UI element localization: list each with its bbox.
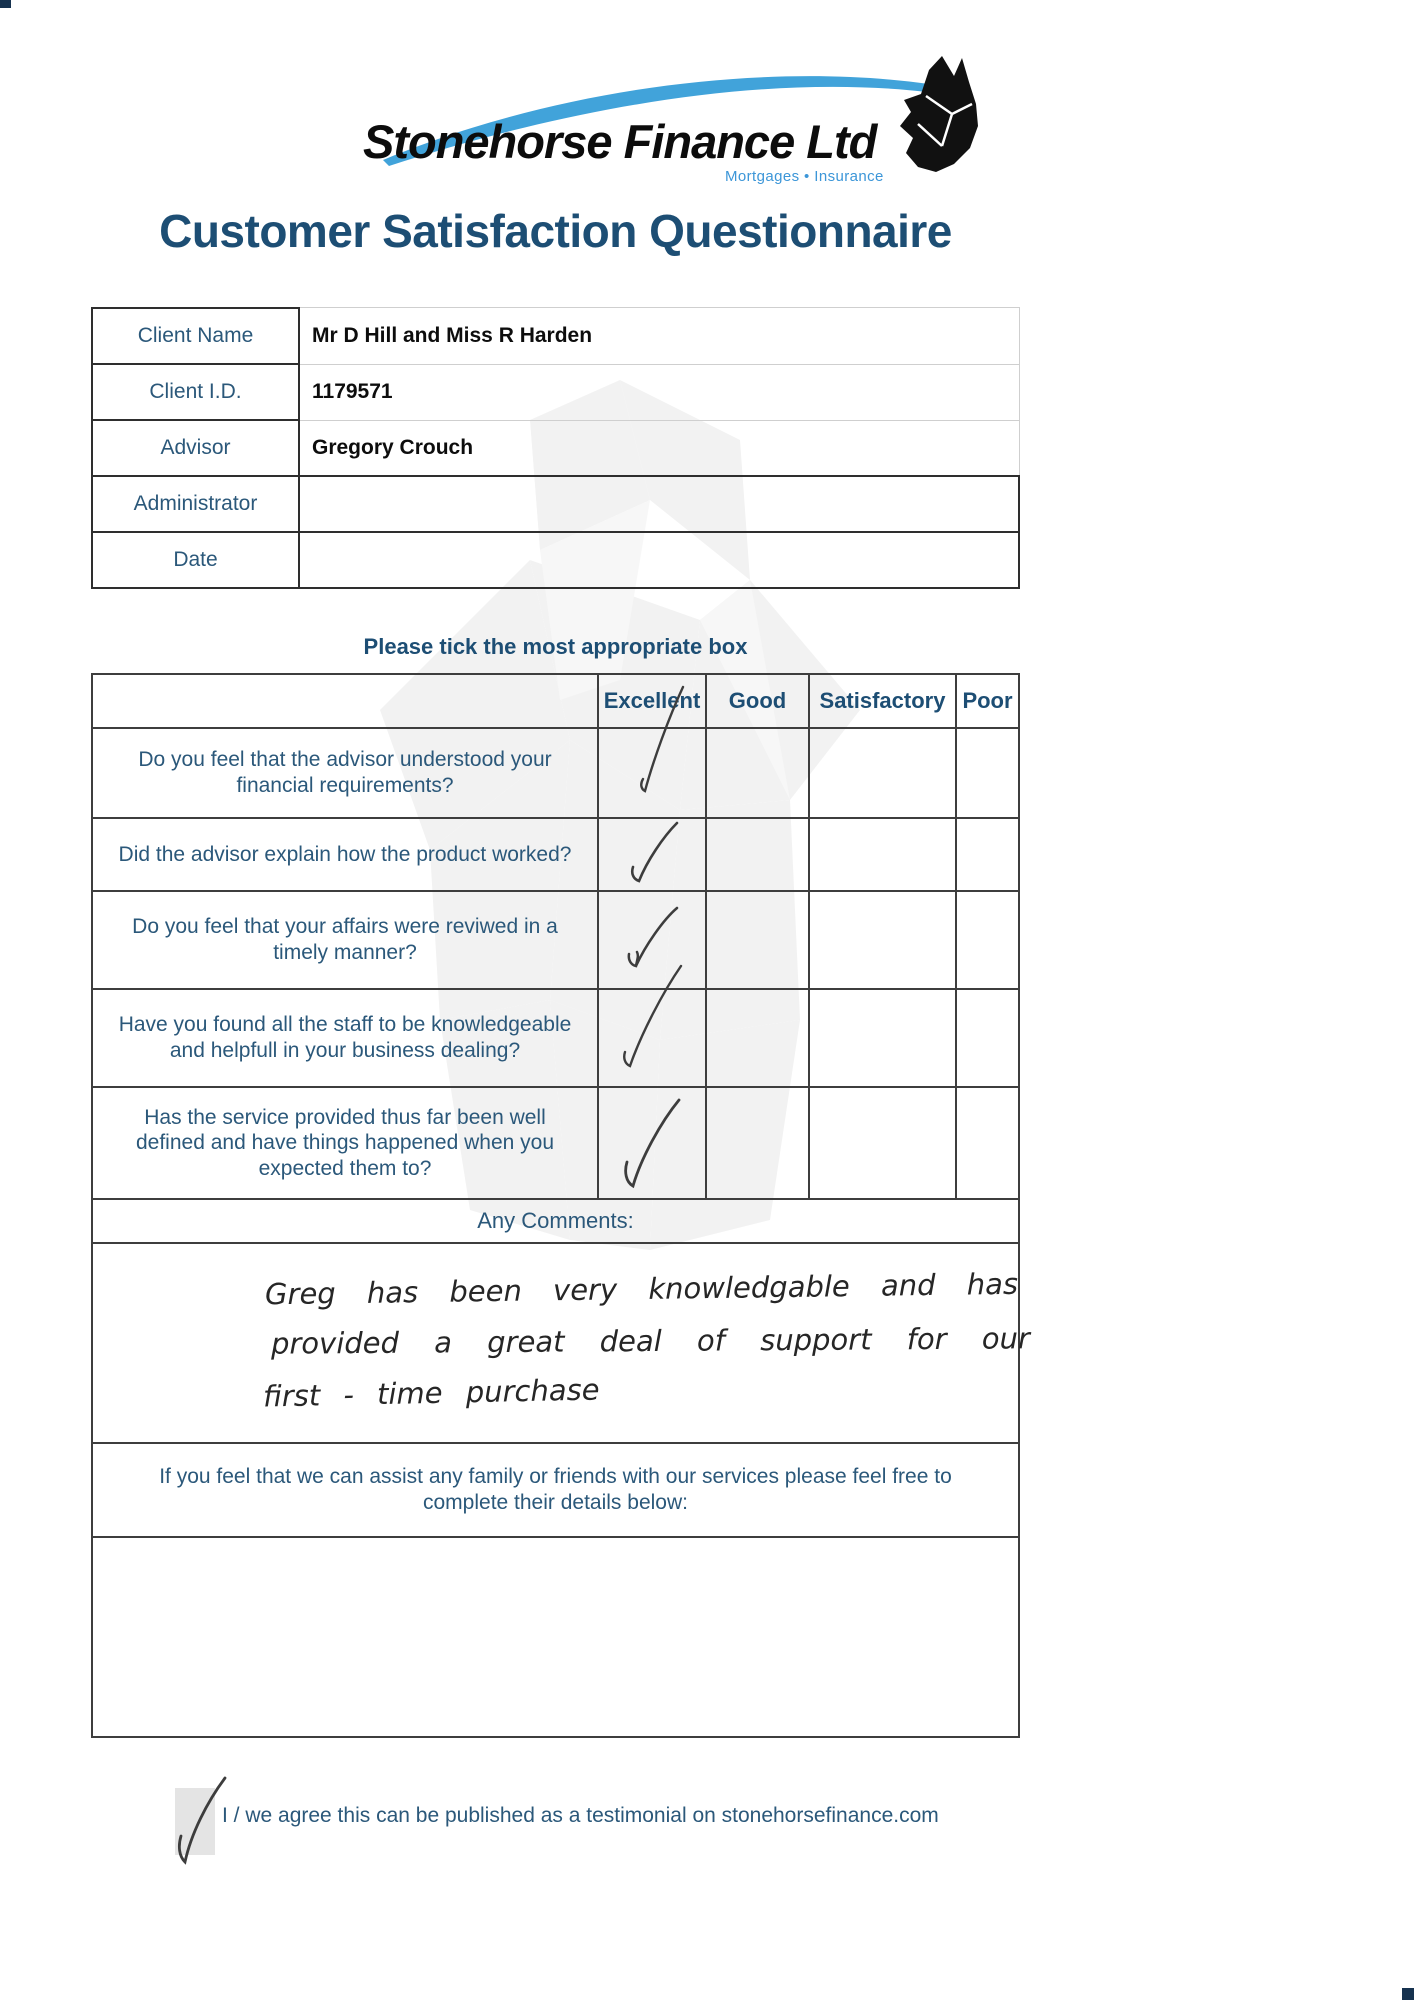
administrator-label: Administrator [91, 475, 300, 533]
rating-cell-excellent[interactable] [597, 990, 705, 1086]
tick-mark-icon [173, 1774, 229, 1870]
client-id-label: Client I.D. [91, 363, 300, 421]
page-title: Customer Satisfaction Questionnaire [159, 205, 952, 257]
rating-cell-excellent[interactable] [597, 819, 705, 890]
question-row [93, 727, 1018, 817]
rating-cell-satisfactory[interactable] [808, 990, 955, 1086]
date-value[interactable] [300, 531, 1020, 589]
horse-head-icon [896, 54, 988, 176]
rating-cell-excellent[interactable] [597, 729, 705, 817]
tick-mark-icon [625, 821, 685, 891]
question-row [93, 988, 1018, 1086]
rating-cell-poor[interactable] [955, 729, 1018, 817]
column-header-satisfactory: Satisfactory [808, 675, 955, 727]
client-info-row [91, 307, 1020, 365]
rating-cell-excellent[interactable] [597, 1088, 705, 1198]
date-label: Date [91, 531, 300, 589]
company-tagline: Mortgages • Insurance [725, 168, 884, 185]
rating-cell-satisfactory[interactable] [808, 729, 955, 817]
question-row [93, 817, 1018, 890]
rating-cell-poor[interactable] [955, 1088, 1018, 1198]
rating-cell-good[interactable] [705, 1088, 808, 1198]
ratings-table [91, 673, 1030, 1738]
scan-corner-mark [1402, 1988, 1414, 2000]
question-text: Do you feel that your affairs were reviwed in a timely manner? [132, 915, 558, 964]
client-info-row [91, 419, 1020, 477]
referral-prompt [93, 1442, 1018, 1536]
column-header-excellent: Excellent [597, 675, 705, 727]
question-row [93, 890, 1018, 988]
handwritten-comment-line: Greg has been very knowledgable and has [264, 1266, 1019, 1312]
comments-label: Any Comments: [93, 1198, 1018, 1242]
referral-details-area[interactable] [93, 1536, 1018, 1736]
company-logo [363, 52, 1003, 192]
tick-mark-icon [629, 683, 689, 817]
client-name-value[interactable]: Mr D Hill and Miss R Harden [300, 307, 1020, 365]
administrator-value[interactable] [300, 475, 1020, 533]
handwritten-comment-line: provided a great deal of support for our [270, 1321, 1030, 1361]
rating-cell-good[interactable] [705, 892, 808, 988]
consent-checkbox[interactable] [175, 1788, 215, 1855]
client-info-row [91, 475, 1020, 533]
client-info-row [91, 531, 1020, 589]
question-text: Have you found all the staff to be knowledgeable and helpfull in your business dealing? [118, 1013, 572, 1062]
column-header-poor: Poor [955, 675, 1018, 727]
client-id-value[interactable]: 1179571 [300, 363, 1020, 421]
comments-area[interactable] [93, 1242, 1030, 1442]
rating-cell-poor[interactable] [955, 819, 1018, 890]
rating-cell-poor[interactable] [955, 990, 1018, 1086]
advisor-value[interactable]: Gregory Crouch [300, 419, 1020, 477]
rating-cell-good[interactable] [705, 990, 808, 1086]
scan-corner-mark [0, 0, 11, 8]
tick-mark-icon [621, 1096, 685, 1196]
client-info-table [91, 307, 1020, 589]
referral-prompt-text: If you feel that we can assist any family or friends with our services please feel free to complete their details below: [159, 1464, 952, 1514]
advisor-label: Advisor [91, 419, 300, 477]
rating-cell-good[interactable] [705, 819, 808, 890]
rating-cell-satisfactory[interactable] [808, 892, 955, 988]
rating-cell-poor[interactable] [955, 892, 1018, 988]
question-row [93, 1086, 1018, 1198]
handwritten-comment-line: first - time purchase [262, 1372, 600, 1414]
rating-cell-satisfactory[interactable] [808, 819, 955, 890]
company-name: Stonehorse Finance Ltd [363, 115, 877, 168]
client-info-row [91, 363, 1020, 421]
client-name-label: Client Name [91, 307, 300, 365]
consent-label: I / we agree this can be published as a testimonial on stonehorsefinance.com [222, 1804, 939, 1827]
question-text: Has the service provided thus far been well defined and have things happened when you expected them to? [135, 1105, 554, 1180]
testimonial-consent [91, 1788, 1020, 1868]
ratings-header-row [93, 675, 1018, 727]
ratings-header-spacer [93, 675, 597, 727]
tick-instruction: Please tick the most appropriate box [363, 634, 748, 659]
question-text: Did the advisor explain how the product worked? [118, 842, 572, 866]
column-header-good: Good [705, 675, 808, 727]
question-text: Do you feel that the advisor understood your financial requirements? [138, 748, 552, 797]
rating-cell-satisfactory[interactable] [808, 1088, 955, 1198]
tick-mark-icon [617, 964, 687, 1084]
rating-cell-good[interactable] [705, 729, 808, 817]
